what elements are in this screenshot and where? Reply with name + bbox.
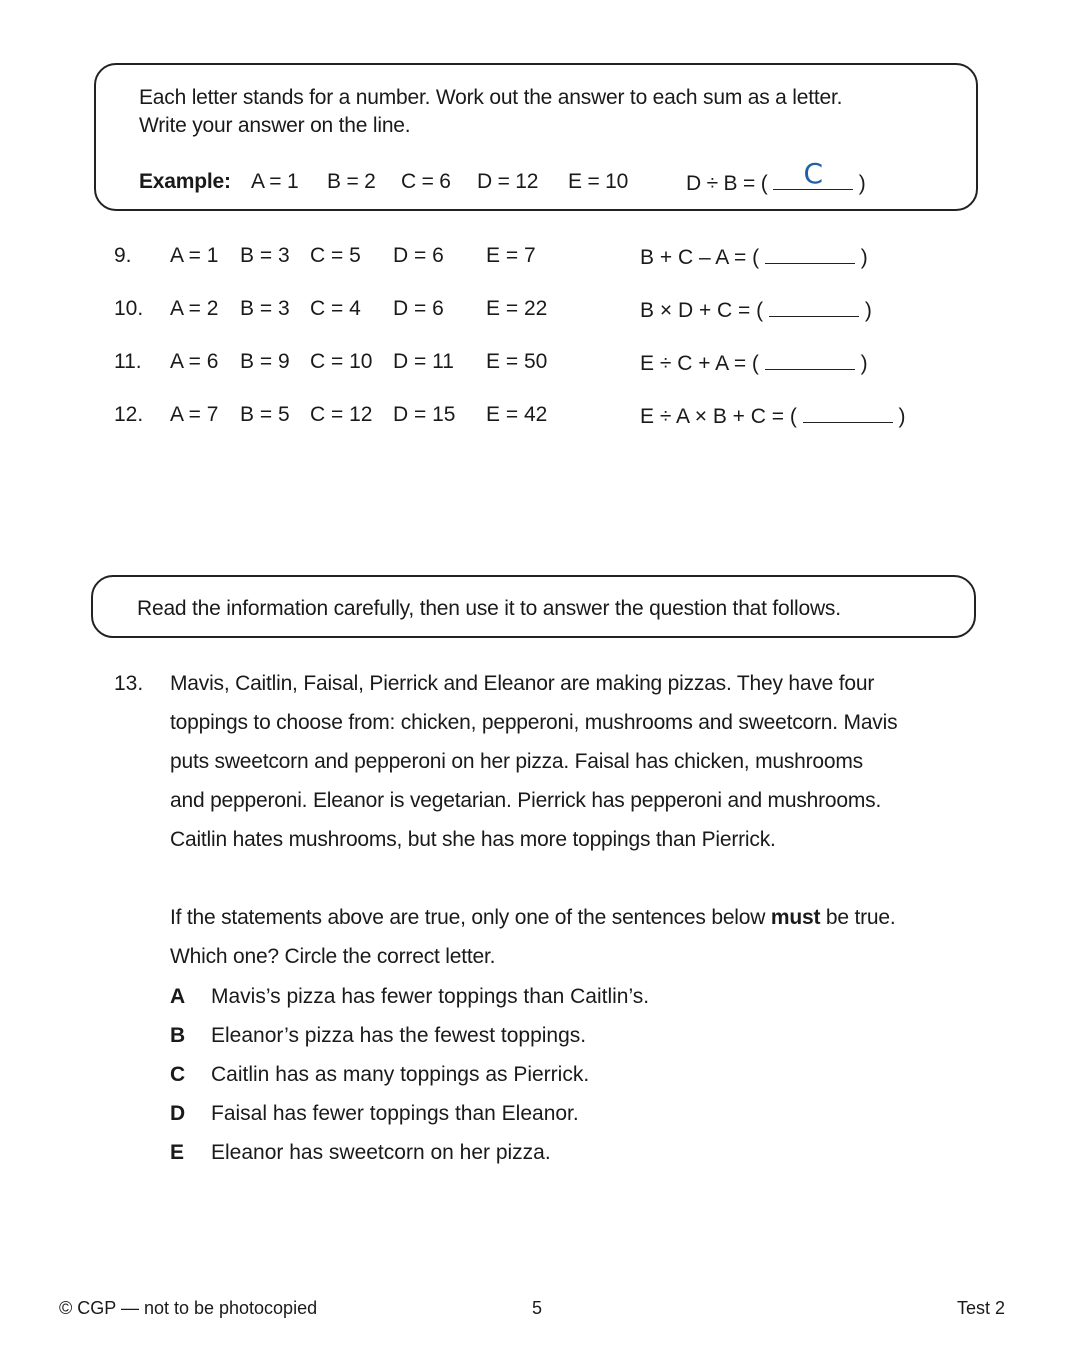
passage-line-4: and pepperoni. Eleanor is vegetarian. Pierrick has pepperoni and mushrooms. [170, 789, 882, 812]
sum-close: ) [864, 299, 872, 322]
value-c: C = 5 [310, 244, 361, 267]
value-c: C = 4 [310, 297, 361, 320]
option-letter-b[interactable]: B [170, 1024, 186, 1047]
passage-line-1: Mavis, Caitlin, Faisal, Pierrick and Eleanor are making pizzas. They have four [170, 672, 875, 695]
sum-expression [640, 404, 906, 427]
sum-expression [640, 245, 868, 268]
footer-page-number: 5 [532, 1298, 543, 1318]
question-number: 11. [114, 350, 142, 373]
example-value-b: B = 2 [327, 170, 376, 193]
value-a: A = 1 [170, 244, 219, 267]
instruction-line-2: Write your answer on the line. [139, 114, 411, 137]
passage-line-3: puts sweetcorn and pepperoni on her pizza. Faisal has chicken, mushrooms [170, 750, 863, 773]
sum-close: ) [860, 246, 868, 269]
footer-copyright: © CGP — not to be photocopied [59, 1298, 318, 1318]
prompt-emphasis: must [770, 906, 821, 929]
prompt-text-end: be true. [820, 906, 896, 929]
value-e: E = 42 [486, 403, 548, 426]
value-d: D = 6 [393, 297, 444, 320]
option-letter-e[interactable]: E [170, 1141, 185, 1164]
example-sum-expression: D ÷ B = ( [686, 172, 768, 195]
question-prompt-line-1 [170, 907, 895, 928]
option-text-b: Eleanor’s pizza has the fewest toppings. [211, 1024, 587, 1047]
value-e: E = 7 [486, 244, 536, 267]
option-text-e: Eleanor has sweetcorn on her pizza. [211, 1141, 551, 1164]
value-b: B = 3 [240, 297, 290, 320]
answer-line-q10[interactable] [769, 298, 859, 317]
example-answer: C [803, 157, 823, 190]
option-letter-c[interactable]: C [170, 1063, 186, 1086]
option-letter-d[interactable]: D [170, 1102, 186, 1125]
question-number: 12. [114, 403, 144, 426]
sum-text: E ÷ C + A = ( [640, 352, 759, 375]
value-a: A = 6 [170, 350, 219, 373]
prompt-text: If the statements above are true, only one of the sentences below [170, 906, 771, 929]
value-b: B = 9 [240, 350, 290, 373]
option-text-a: Mavis’s pizza has fewer toppings than Caitlin’s. [211, 985, 650, 1008]
sum-text: E ÷ A × B + C = ( [640, 405, 797, 428]
example-answer-line [773, 157, 853, 190]
example-value-e: E = 10 [568, 170, 629, 193]
question-number: 13. [114, 672, 144, 695]
option-letter-a[interactable]: A [170, 985, 186, 1008]
value-d: D = 15 [393, 403, 456, 426]
question-number: 10. [114, 297, 144, 320]
option-text-d: Faisal has fewer toppings than Eleanor. [211, 1102, 579, 1125]
value-b: B = 3 [240, 244, 290, 267]
value-e: E = 22 [486, 297, 548, 320]
sum-expression [640, 351, 868, 374]
option-text-c: Caitlin has as many toppings as Pierrick. [211, 1063, 590, 1086]
value-c: C = 12 [310, 403, 373, 426]
example-value-a: A = 1 [251, 170, 299, 193]
value-a: A = 2 [170, 297, 219, 320]
sum-close: ) [860, 352, 868, 375]
answer-line-q9[interactable] [765, 245, 855, 264]
sum-expression [640, 298, 872, 321]
value-b: B = 5 [240, 403, 290, 426]
question-prompt-line-2: Which one? Circle the correct letter. [170, 945, 496, 968]
instruction-line-1: Each letter stands for a number. Work out the answer to each sum as a letter. [139, 86, 843, 109]
sum-close: ) [898, 405, 906, 428]
value-d: D = 11 [393, 350, 454, 373]
example-sum [686, 157, 866, 195]
question-number: 9. [114, 244, 132, 267]
passage-line-5: Caitlin hates mushrooms, but she has more toppings than Pierrick. [170, 828, 776, 851]
answer-line-q12[interactable] [803, 404, 893, 423]
value-d: D = 6 [393, 244, 444, 267]
value-c: C = 10 [310, 350, 373, 373]
value-e: E = 50 [486, 350, 548, 373]
instruction-read-information: Read the information carefully, then use it to answer the question that follows. [137, 597, 841, 620]
sum-text: B × D + C = ( [640, 299, 764, 322]
footer-test-label: Test 2 [957, 1298, 1006, 1318]
passage-line-2: toppings to choose from: chicken, pepperoni, mushrooms and sweetcorn. Mavis [170, 711, 898, 734]
value-a: A = 7 [170, 403, 219, 426]
example-value-d: D = 12 [477, 170, 539, 193]
answer-line-q11[interactable] [765, 351, 855, 370]
example-sum-close: ) [858, 172, 866, 195]
example-label: Example: [139, 170, 231, 193]
sum-text: B + C – A = ( [640, 246, 760, 269]
example-value-c: C = 6 [401, 170, 451, 193]
